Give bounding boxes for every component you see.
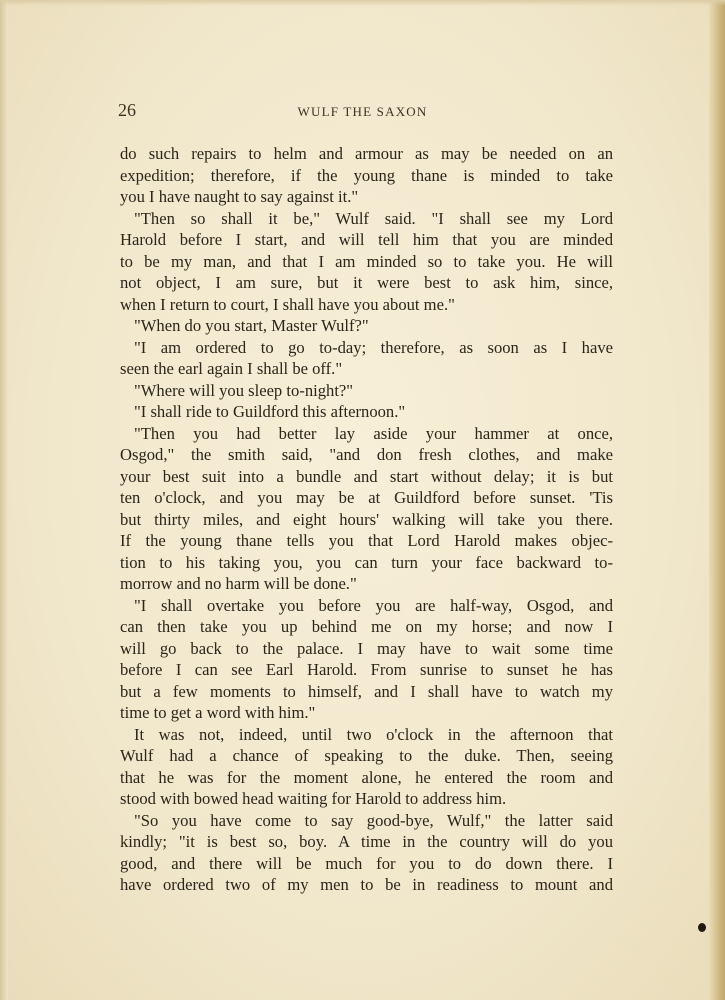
text-line: have ordered two of my men to be in readiness to mount and bbox=[120, 875, 613, 894]
text-line: Harold before I start, and will tell him that you are minded bbox=[120, 230, 613, 249]
text-line: time to get a word with him." bbox=[120, 703, 316, 722]
text-line: do such repairs to helm and armour as may be needed on an bbox=[120, 144, 613, 163]
text-line: stood with bowed head waiting for Harold to address him. bbox=[120, 789, 507, 808]
text-line: "I shall ride to Guildford this afternoon." bbox=[134, 402, 406, 421]
text-line: expedition; therefore, if the young thane is minded to take bbox=[120, 165, 613, 185]
text-line: you I have naught to say against it." bbox=[120, 187, 359, 206]
text-line: to be my man, and that I am minded so to take you. He will bbox=[120, 251, 613, 271]
text-line: but thirty miles, and eight hours' walking will take you there. bbox=[120, 509, 613, 529]
text-line: seen the earl again I shall be off." bbox=[120, 359, 343, 378]
page-top-shade bbox=[0, 0, 725, 6]
text-line: tion to his taking you, you can turn your face backward to- bbox=[120, 552, 613, 572]
page-right-edge bbox=[709, 0, 725, 1000]
text-line: "I shall overtake you before you are half-way, Osgod, and bbox=[134, 595, 613, 615]
page-number: 26 bbox=[118, 100, 136, 120]
text-line: "So you have come to say good-bye, Wulf," the latter said bbox=[134, 810, 613, 830]
text-line: Wulf had a chance of speaking to the duke. Then, seeing bbox=[120, 746, 613, 765]
text-line: "Then so shall it be," Wulf said. "I shall see my Lord bbox=[134, 208, 613, 228]
text-line: "I am ordered to go to-day; therefore, as soon as I have bbox=[134, 337, 613, 357]
text-line: "Where will you sleep to-night?" bbox=[134, 380, 354, 400]
page-left-edge bbox=[0, 0, 8, 1000]
text-line: can then take you up behind me on my horse; and now I bbox=[120, 617, 613, 636]
text-line: "Then you had better lay aside your hammer at once, bbox=[134, 423, 613, 443]
body-text bbox=[120, 143, 613, 896]
text-line: It was not, indeed, until two o'clock in the afternoon that bbox=[134, 724, 613, 744]
text-line: Osgod," the smith said, "and don fresh clothes, and make bbox=[120, 445, 613, 464]
text-line: that he was for the moment alone, he entered the room and bbox=[120, 767, 613, 787]
text-line: kindly; "it is best so, boy. A time in the country will do you bbox=[120, 832, 613, 851]
text-line: your best suit into a bundle and start without delay; it is but bbox=[120, 466, 613, 486]
text-line: when I return to court, I shall have you about me." bbox=[120, 294, 455, 314]
text-line: "When do you start, Master Wulf?" bbox=[134, 316, 369, 335]
text-line: If the young thane tells you that Lord Harold makes objec- bbox=[120, 531, 613, 550]
text-line: will go back to the palace. I may have to wait some time bbox=[120, 638, 613, 658]
running-head: WULF THE SAXON bbox=[297, 104, 428, 119]
text-line: good, and there will be much for you to do down there. I bbox=[120, 853, 613, 873]
ink-dot-mark bbox=[698, 923, 706, 932]
text-line: not object, I am sure, but it were best to ask him, since, bbox=[120, 273, 613, 292]
text-line: before I can see Earl Harold. From sunrise to sunset he has bbox=[120, 660, 613, 679]
text-line: but a few moments to himself, and I shall have to watch my bbox=[120, 681, 613, 701]
text-line: ten o'clock, and you may be at Guildford before sunset. 'Tis bbox=[120, 488, 613, 507]
text-line: morrow and no harm will be done." bbox=[120, 574, 357, 593]
